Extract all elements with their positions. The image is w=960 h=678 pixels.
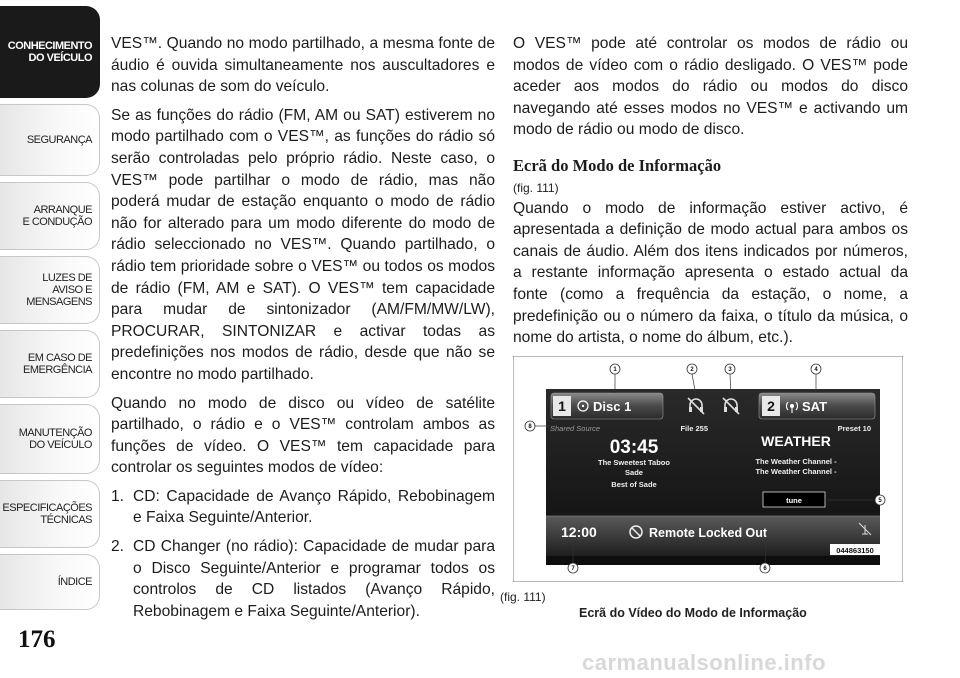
figure-reference: (fig. 111) xyxy=(513,180,559,195)
tune-label: tune xyxy=(786,496,802,505)
paragraph: Quando no modo de disco ou vídeo de satélite partilhado, o rádio e o VES™ controlam ambos as funções de vídeo. O VES™ tem capacidade para controlar os seguintes modos de vídeo: xyxy=(111,394,495,477)
remote-locked-status: Remote Locked Out xyxy=(649,526,768,540)
tab-em-caso-de-emergencia[interactable] xyxy=(0,330,100,398)
artist-name: Sade xyxy=(625,468,643,477)
callout-2: 2 xyxy=(690,367,694,373)
channel-name-1: The Weather Channel - xyxy=(755,457,837,466)
info-mode-screen-figure xyxy=(513,356,903,582)
chapter-sidebar xyxy=(0,0,102,640)
channel-1-number: 1 xyxy=(558,398,566,414)
tab-label: EM CASO DE EMERGÊNCIA xyxy=(23,352,92,376)
album-name: Best of Sade xyxy=(611,480,657,489)
callout-6: 6 xyxy=(763,566,767,572)
sat-label: SAT xyxy=(802,399,828,414)
tab-conhecimento-do-veiculo[interactable] xyxy=(0,6,100,98)
list-text: CD Changer (no rádio): Capacidade de mudar para o Disco Seguinte/Anterior e programar todos os controlos de CD listados (Avanço Rápido, Rebobinagem e Faixa Seguinte/Anterior). xyxy=(133,538,495,620)
callout-1: 1 xyxy=(613,367,617,373)
tab-label: MANUTENÇÃO DO VEÍCULO xyxy=(18,427,92,451)
list-number: 1. xyxy=(111,487,125,505)
file-label: File 255 xyxy=(680,424,708,433)
list-item xyxy=(111,486,495,529)
section-heading: Ecrã do Modo de Informação xyxy=(513,155,722,175)
tab-manutencao-do-veiculo[interactable] xyxy=(0,404,100,474)
tab-seguranca[interactable] xyxy=(0,104,100,176)
list-text: CD: Capacidade de Avanço Rápido, Rebobinagem e Faixa Seguinte/Anterior. xyxy=(133,487,495,527)
list-item xyxy=(111,536,495,622)
numbered-list xyxy=(111,486,495,623)
tab-label: CONHECIMENTO DO VEÍCULO xyxy=(7,40,92,64)
right-column xyxy=(513,33,908,356)
callout-8: 8 xyxy=(528,424,532,430)
figure-label: (fig. 111) xyxy=(500,590,546,604)
shared-source-label: Shared Source xyxy=(550,424,601,433)
tab-luzes-de-aviso[interactable] xyxy=(0,256,100,324)
station-name: WEATHER xyxy=(761,433,831,449)
tab-especificacoes-tecnicas[interactable] xyxy=(0,480,100,548)
tab-label: ESPECIFICAÇÕES TÉCNICAS xyxy=(2,502,92,526)
disc-label: Disc 1 xyxy=(593,399,632,414)
callout-5: 5 xyxy=(878,498,882,504)
paragraph: VES™. Quando no modo partilhado, a mesma fonte de áudio é ouvida simultaneamente nos auscultadores e nas colunas de som do veículo. xyxy=(111,35,495,96)
tab-label: ÍNDICE xyxy=(57,576,92,588)
tab-label: SEGURANÇA xyxy=(26,134,92,146)
song-title: The Sweetest Taboo xyxy=(598,458,670,467)
watermark: carmanualsonline.info xyxy=(582,650,826,675)
channel-name-2: The Weather Channel - xyxy=(755,467,837,476)
page-number: 176 xyxy=(18,626,56,653)
track-time: 03:45 xyxy=(609,437,659,458)
preset-label: Preset 10 xyxy=(837,424,871,433)
paragraph: Se as funções do rádio (FM, AM ou SAT) estiverem no modo partilhado com o VES™, as funções do rádio só serão controladas pelo próprio rádio. Neste caso, o VES™ pode partilhar o modo de rádio, mas não poderá mudar de estação enquanto o modo de rádio não for alterado para um modo diferente do modo de rádio seleccionado no VES™. Quando partilhado, o rádio tem prioridade sobre o VES™ ou todos os modos de rádio (FM, AM e SAT). O VES™ tem capacidade para mudar de sintonizador (AM/FM/MW/LW), PROCURAR, SINTONIZAR e activar todas as predefinições nos modos de rádio, desde que não se encontre no modo partilhado. xyxy=(111,106,495,383)
tab-indice[interactable] xyxy=(0,554,100,610)
figure-caption: Ecrã do Vídeo do Modo de Informação xyxy=(579,606,807,620)
list-number: 2. xyxy=(111,538,125,556)
callout-4: 4 xyxy=(814,367,818,373)
clock: 12:00 xyxy=(561,524,597,540)
callout-7: 7 xyxy=(571,566,575,572)
paragraph: O VES™ pode até controlar os modos de rádio ou modos de vídeo com o rádio desligado. O VES™ pode aceder aos modos do rádio ou modos do disco navegando até esses modos no VES™ e activando um modo de rádio ou modo de disco. xyxy=(513,35,908,139)
figure-code: 044863150 xyxy=(836,546,874,555)
paragraph: Quando o modo de informação estiver activo, é apresentada a definição de modo actual para ambos os canais de áudio. Além dos itens indicados por números, a restante informação apresenta o estado actual da fonte (como a frequência da estação, o nome, a predefinição ou o número da faixa, o título da música, o nome do artista, o nome do álbum, etc.). xyxy=(513,199,908,347)
tab-label: LUZES DE AVISO E MENSAGENS xyxy=(26,272,92,308)
callout-3: 3 xyxy=(728,367,732,373)
tab-label: ARRANQUE E CONDUÇÃO xyxy=(22,204,92,228)
left-column xyxy=(111,33,495,629)
tab-arranque-e-conducao[interactable] xyxy=(0,182,100,250)
channel-2-number: 2 xyxy=(767,398,775,414)
